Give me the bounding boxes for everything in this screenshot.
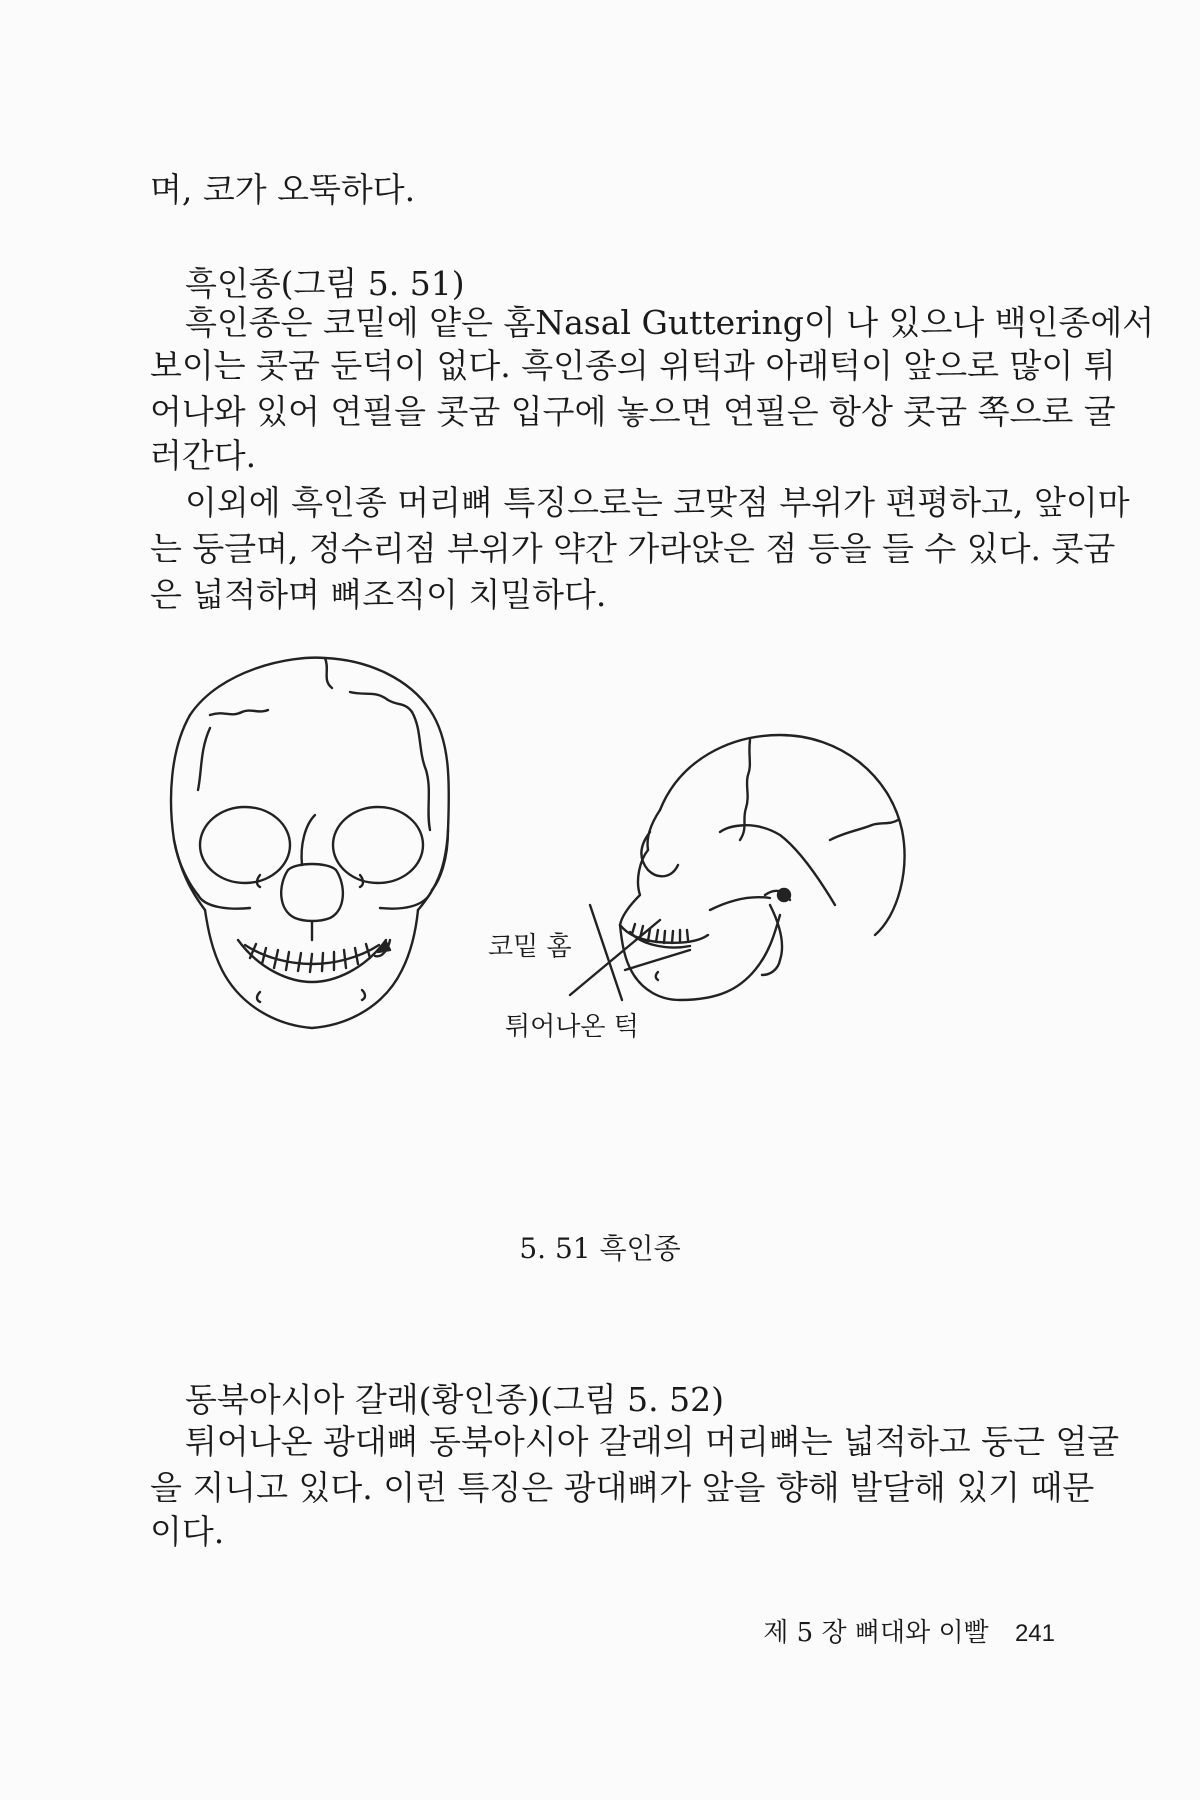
skull-front-illustration	[150, 640, 490, 1060]
figure-label-protruding-jaw: 튀어나온 턱	[505, 1012, 639, 1042]
section-heading-black: 흑인종(그림 5. 51)	[185, 264, 465, 303]
paragraph-line: 흑인종은 코밑에 얕은 홈Nasal Guttering이 나 있으나 백인종에서	[185, 303, 1155, 342]
paragraph-line: 은 넓적하며 뼈조직이 치밀하다.	[150, 575, 607, 614]
paragraph-line: 튀어나온 광대뼈 동북아시아 갈래의 머리뼈는 넓적하고 둥근 얼굴	[185, 1422, 1120, 1461]
paragraph-line: 이다.	[150, 1512, 225, 1551]
paragraph-line: 어나와 있어 연필을 콧굼 입구에 놓으면 연필은 항상 콧굼 쪽으로 굴	[150, 392, 1116, 431]
footer-chapter-title: 제 5 장 뼈대와 이빨	[763, 1618, 989, 1648]
text-line: 며, 코가 오뚝하다.	[150, 170, 416, 209]
section-heading-ne-asia: 동북아시아 갈래(황인종)(그림 5. 52)	[185, 1380, 724, 1419]
figure-label-nasal-groove: 코밑 홈	[488, 932, 572, 962]
page-number: 241	[1014, 1620, 1055, 1647]
paragraph-line: 보이는 콧굼 둔덕이 없다. 흑인종의 위턱과 아래턱이 앞으로 많이 튀	[150, 346, 1116, 385]
paragraph-line: 이외에 흑인종 머리뼈 특징으로는 코맞점 부위가 편평하고, 앞이마	[185, 483, 1130, 522]
paragraph-line: 러간다.	[150, 436, 257, 475]
label-leader-line	[560, 900, 680, 1020]
page-footer	[763, 1612, 1055, 1649]
paragraph-line: 을 지니고 있다. 이런 특징은 광대뼈가 앞을 향해 발달해 있기 때문	[150, 1468, 1095, 1507]
paragraph-line: 는 둥글며, 정수리점 부위가 약간 가라앉은 점 등을 들 수 있다. 콧굼	[150, 529, 1116, 568]
figure-caption: 5. 51 흑인종	[519, 1232, 681, 1265]
